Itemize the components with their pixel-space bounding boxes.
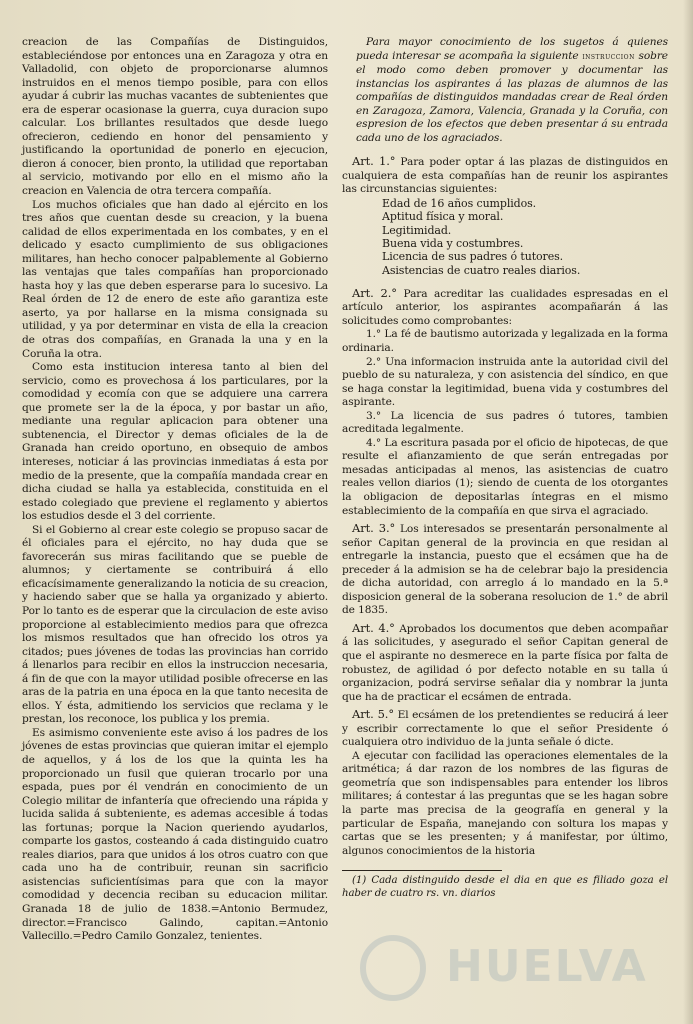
requirements-list (382, 197, 668, 277)
paragraph-3: Como esta institucion interesa tanto al bien del servicio, como es provechosa á los particulares, por la comodidad y ecomía con que se adquiere una carrera que promete ser la de la época, y por bastar un año, mediante una regular aplicacion para obtener una subtenencia, el Director y demas oficiales de la de Granada han creido oportuno, en obsequio de ambos intereses, noticiar á las provincias inmediatas á esta por medio de la presente, que la compañía mandada crear en dicha ciudad se halla ya establecida, constituida en el estado colegiado que previene el reglamento y abiertos los estudios desde el 3 del corriente. (22, 361, 328, 523)
paragraph-2: Los muchos oficiales que han dado al ejército en los tres años que cuentan desde su creacion, y la buena calidad de ellos experimentada en los combates, y en el delicado y esacto cumplimiento de sus obligaciones militares, han hecho conocer palpablemente al Gobierno las ventajas que tales compañías han proporcionado hasta hoy y las que deben esperarse para lo sucesivo. La Real órden de 12 de enero de este año garantiza este aserto, ya por hallarse en la misma consignada su utilidad, y ya por determinar en vista de ella la creacion de otras dos compañías, en Granada la una y en la Coruña la otra. (22, 198, 328, 360)
list-item: Aptitud física y moral. (382, 210, 504, 224)
article-3-label: Art. 3.° (352, 521, 396, 536)
left-column (22, 36, 328, 944)
list-item: Buena vida y costumbres. (382, 236, 524, 250)
article-1 (342, 155, 668, 197)
article-5 (342, 708, 668, 750)
intro-after: sobre el modo como deben promover y documentar las instancias los aspirantes á las plazas de alumnos de las compañías de distinguidos mandadas crear de Real órden en Zaragoza, Zamora, Valencia, Granada y la Coruña, con espresion de los efectos que deben presentar á su entrada cada uno de los agraciados. (356, 49, 668, 144)
page-edge-shadow (683, 0, 693, 1024)
intro-before: Para mayor conocimiento de los sugetos á quienes pueda interesar se acompaña la siguiente (356, 36, 668, 62)
watermark-text: HUELVA (446, 941, 648, 992)
article-2-item-3: 3.° La licencia de sus padres ó tutores, tambien acreditada legalmente. (342, 409, 668, 436)
footnote-divider (342, 870, 502, 871)
paragraph-1: creacion de las Compañías de Distinguidos, estableciéndose por entonces una en Zaragoza y otra en Valladolid, con objeto de proporcionarse alumnos instruidos en el menos tiempo posible, para con ellos ayudar á cubrir las muchas vacantes de subtenientes que era de esperar ocasionase la guerra, cuya duracion supo calcular. Los brillantes resultados que desde luego ofrecieron, cediendo en honor del pensamiento y justificando la oportunidad de ponerlo en ejecucion, dieron á conocer, bien pronto, la utilidad que reportaban al servicio, motivando por ello en el mismo año la creacion en Valencia de otra tercera compañía. (22, 36, 328, 198)
article-3 (342, 522, 668, 618)
list-item: Asistencias de cuatro reales diarios. (382, 263, 581, 277)
article-2 (342, 287, 668, 329)
article-3-text: Los interesados se presentarán personalmente al señor Capitan general de la provincia en que residan al entregarle la instancia, puesto que el ecsámen que ha de preceder á la admision se ha de celebrar bajo la presidencia de dicha autoridad, con arreglo á lo mandado en la 5.ª disposicion general de la soberana resolucion de 1.° de abril de 1835. (342, 523, 668, 617)
paragraph-5 (22, 727, 328, 944)
article-2-item-4: 4.° La escritura pasada por el oficio de hipotecas, de que resulte el afianzamiento de que serán entregadas por mesadas anticipadas al menos, las asistencias de cuatro reales vellon diarios (1); siendo de cuenta de los otorgantes la obligacion de depositarlas íntegras en el mismo establecimiento de la compañía en que sirva el agraciado. (342, 436, 668, 517)
instruction-intro (342, 36, 668, 145)
closing-paragraph: A ejecutar con facilidad las operaciones elementales de la aritmética; á dar razon de los nombres de las figuras de geometría que son indispensables para entender los libros militares; á contestar á las preguntas que se les hagan sobre la parte mas precisa de la geografía en general y la particular de España, manejando con soltura los mapas y cartas que se les presenten; y á manifestar, por último, algunos conocimientos de la historia (342, 749, 668, 857)
paragraph-5-text: Es asimismo conveniente este aviso á los padres de los jóvenes de estas provincias que quieran imitar el ejemplo de aquellos, y á los de los que la quinta les ha proporcionado un fusil que quieran trocarlo por una espada, pues por él vendrán en conocimiento de un Colegio militar de infantería que ofreciendo una rápida y lucida salida á subteniente, es ademas accesible á todas las fortunas; porque la Nacion queriendo ayudarlos, comparte los gastos, costeando á cada distinguido cuatro reales diarios, para que unidos á los otros cuatro con que cada uno ha de contribuir, reunan sin sacrificio asistencias suficientísimas para que con la mayor comodidad y decencia reciban su educacion militar. (22, 726, 328, 902)
intro-smallcaps: instruccion (582, 51, 635, 62)
article-2-item-2: 2.° Una informacion instruida ante la autoridad civil del pueblo de su naturaleza, y con asistencia del síndico, en que se haga constar la legitimidad, buena vida y costumbres del aspirante. (342, 355, 668, 409)
article-2-label: Art. 2.° (352, 285, 397, 300)
article-2-item-1: 1.° La fé de bautismo autorizada y legalizada en la forma ordinaria. (342, 328, 668, 354)
right-column (342, 36, 668, 900)
article-5-label: Art. 5.° (352, 707, 394, 722)
article-1-text: Para poder optar á las plazas de distinguidos en cualquiera de esta compañías han de reunir los aspirantes las circunstancias siguientes: (342, 156, 668, 196)
list-item: Edad de 16 años cumplidos. (382, 197, 537, 211)
footnote: (1) Cada distinguido desde el dia en que es filiado goza el haber de cuatro rs. vn. diarios (342, 875, 668, 899)
list-item: Licencia de sus padres ó tutores. (382, 250, 564, 264)
article-4 (342, 622, 668, 704)
list-item: Legitimidad. (382, 223, 452, 237)
article-5-text: El ecsámen de los pretendientes se reducirá á leer y escribir correctamente lo que el señor Presidente ó cualquiera otro individuo de la junta señale ó dicte. (342, 709, 668, 749)
article-4-label: Art. 4.° (352, 620, 395, 635)
article-2-text: Para acreditar las cualidades espresadas en el artículo anterior, los aspirantes acompañarán á las solicitudes como comprobantes: (342, 287, 668, 327)
watermark-ring-icon (360, 935, 426, 1001)
paragraph-4: Si el Gobierno al crear este colegio se propuso sacar de él oficiales para el ejército, no hay duda que se favorecerán sus miras facilitando que se pueble de alumnos; y ciertamente se contribuirá á ello eficacísimamente generalizando la noticia de su creacion, y haciendo saber que se halla ya organizado y abierto. Por lo tanto es de esperar que la circulacion de este aviso proporcione al establecimiento medios para que ofrezca los mismos resultados que han ofrecido los otros ya citados; pues jóvenes de todas las provincias han corrido á llenarlos para recibir en ellos la instruccion necesaria, á fin de que con la mayor utilidad posible ofrecerse en las aras de la patria en una época en la que tanto necesita de ellos. Y ésta, admitiendo los servicios que reclama y le prestan, los reconoce, los publica y los premia. (22, 523, 328, 726)
article-4-text: Aprobados los documentos que deben acompañar á las solicitudes, y asegurado el señor Capitan general de que el aspirante no desmerece en la parte física por falta de robustez, de agilidad ó por defecto notable en su talla ú organizacion, podrá servirse señalar dia y nombrar la junta que ha de practicar el ecsámen de entrada. (342, 622, 668, 703)
archive-watermark (360, 935, 648, 1005)
article-1-label: Art. 1.° (352, 154, 396, 169)
signature-block: Granada 18 de julio de 1838.=Antonio Bermudez, director.=Francisco Galindo, capitan.=Antonio Vallecillo.=Pedro Camilo Gonzalez, tenientes. (22, 903, 328, 943)
